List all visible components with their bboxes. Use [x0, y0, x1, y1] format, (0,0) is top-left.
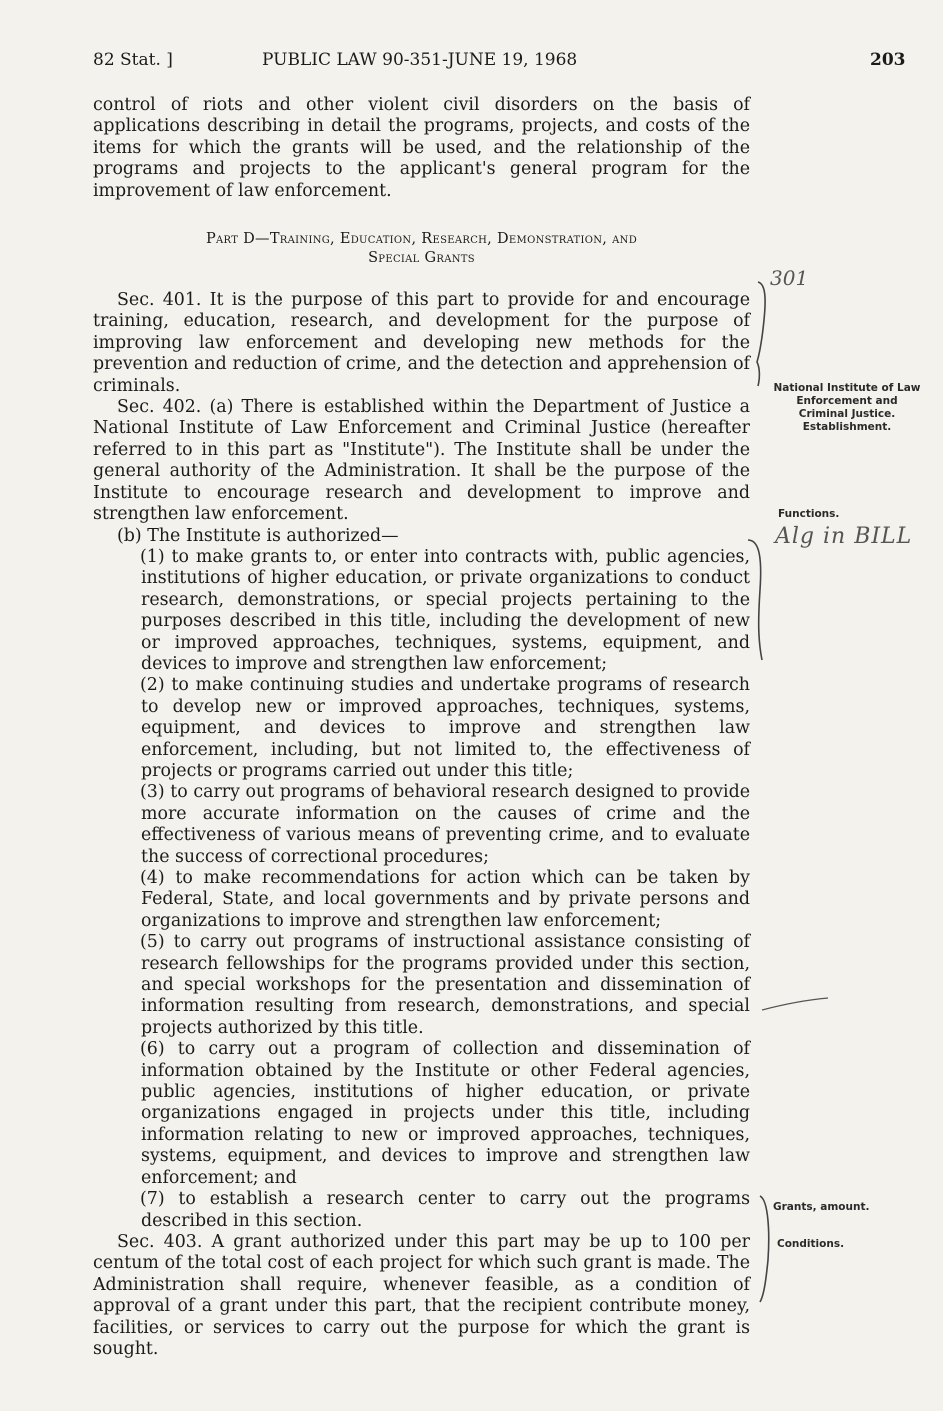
bracket-section-401 [757, 282, 765, 386]
section-402-a: Sec. 402. (a) There is established within the Department of Justice a National Institute of Law Enforcement and Criminal Justice (hereafter referred to in this part as "Institute"). The Institute shall be under the general authority of the Administration. It shall be the purpose of the Institute to encourage research and development to improve and strengthen law enforcement. [93, 397, 750, 525]
handwritten-note-301: 301 [770, 266, 809, 290]
part-heading-line-2: Special Grants [368, 250, 475, 267]
clause-3: (3) to carry out programs of behavioral research designed to provide more accurate information on the causes of crime and the effectiveness of various means of preventing crime, and to evaluate the success of correctional procedures; [140, 782, 750, 867]
clause-4: (4) to make recommendations for action which can be taken by Federal, State, and local governments and by private persons and organizations to improve and strengthen law enforcement; [140, 868, 750, 931]
handwritten-note-alg-in-bill: Alg in BILL [775, 524, 913, 549]
intro-paragraph: control of riots and other violent civil disorders on the basis of applications describing in detail the programs, projects, and costs of the items for which the grants will be used, and the relationship of the programs and projects to the applicant's general program for the improvement of law enforcement. [93, 95, 750, 201]
section-402-b: (b) The Institute is authorized— [117, 525, 399, 546]
section-403: Sec. 403. A grant authorized under this part may be up to 100 per centum of the total cost of each project for which such grant is made. The Administration shall require, whenever feasible, as a condition of approval of a grant under this part, that the recipient contribute money, facilities, or services to carry out the purpose for which the grant is sought. [93, 1231, 750, 1359]
margin-note-institute: National Institute of Law Enforcement and Criminal Justice. Establishment. [773, 382, 921, 433]
clause-5: (5) to carry out programs of instructional assistance consisting of research fellowships for the programs provided under this section, and special workshops for the presentation and dissemination of information resulting from research, demonstrations, and special projects authorized by this title. [140, 932, 750, 1038]
margin-note-functions: Functions. [778, 508, 840, 520]
part-heading-line-1: Part D—Training, Education, Research, Demonstration, and [205, 231, 638, 248]
statute-reference: 82 Stat. ] [93, 50, 173, 70]
page-number: 203 [870, 50, 906, 70]
clause-2: (2) to make continuing studies and undertake programs of research to develop new or improved approaches, techniques, systems, equipment, and devices to improve and strengthen law enforcement, including, but not limited to, the effectiveness of projects or programs carried out under this title; [140, 675, 750, 781]
margin-note-conditions: Conditions. [777, 1238, 845, 1250]
clause-7: (7) to establish a research center to carry out the programs described in this section. [140, 1189, 750, 1231]
law-title: PUBLIC LAW 90-351-JUNE 19, 1968 [262, 50, 578, 70]
section-401: Sec. 401. It is the purpose of this part to provide for and encourage training, education, research, and development for the purpose of improving law enforcement and developing new methods for the prevention and reduction of crime, and the detection and apprehension of criminals. [93, 290, 750, 396]
clause-6: (6) to carry out a program of collection and dissemination of information obtained by the Institute or other Federal agencies, public agencies, institutions of higher education, or private organizations engaged in projects under this title, including information relating to new or improved approaches, techniques, systems, equipment, and devices to improve and strengthen law enforcement; and [140, 1039, 750, 1188]
margin-note-grants: Grants, amount. [773, 1201, 870, 1213]
bracket-clause-1 [748, 540, 762, 660]
clause-1: (1) to make grants to, or enter into contracts with, public agencies, institutions of higher education, or private organizations to conduct research, demonstrations, or special projects pertaining to the purposes described in this title, including the development of new or improved approaches, techniques, systems, equipment, and devices to improve and strengthen law enforcement; [140, 546, 750, 674]
margin-arrow [762, 998, 828, 1010]
bracket-section-403 [760, 1196, 769, 1302]
